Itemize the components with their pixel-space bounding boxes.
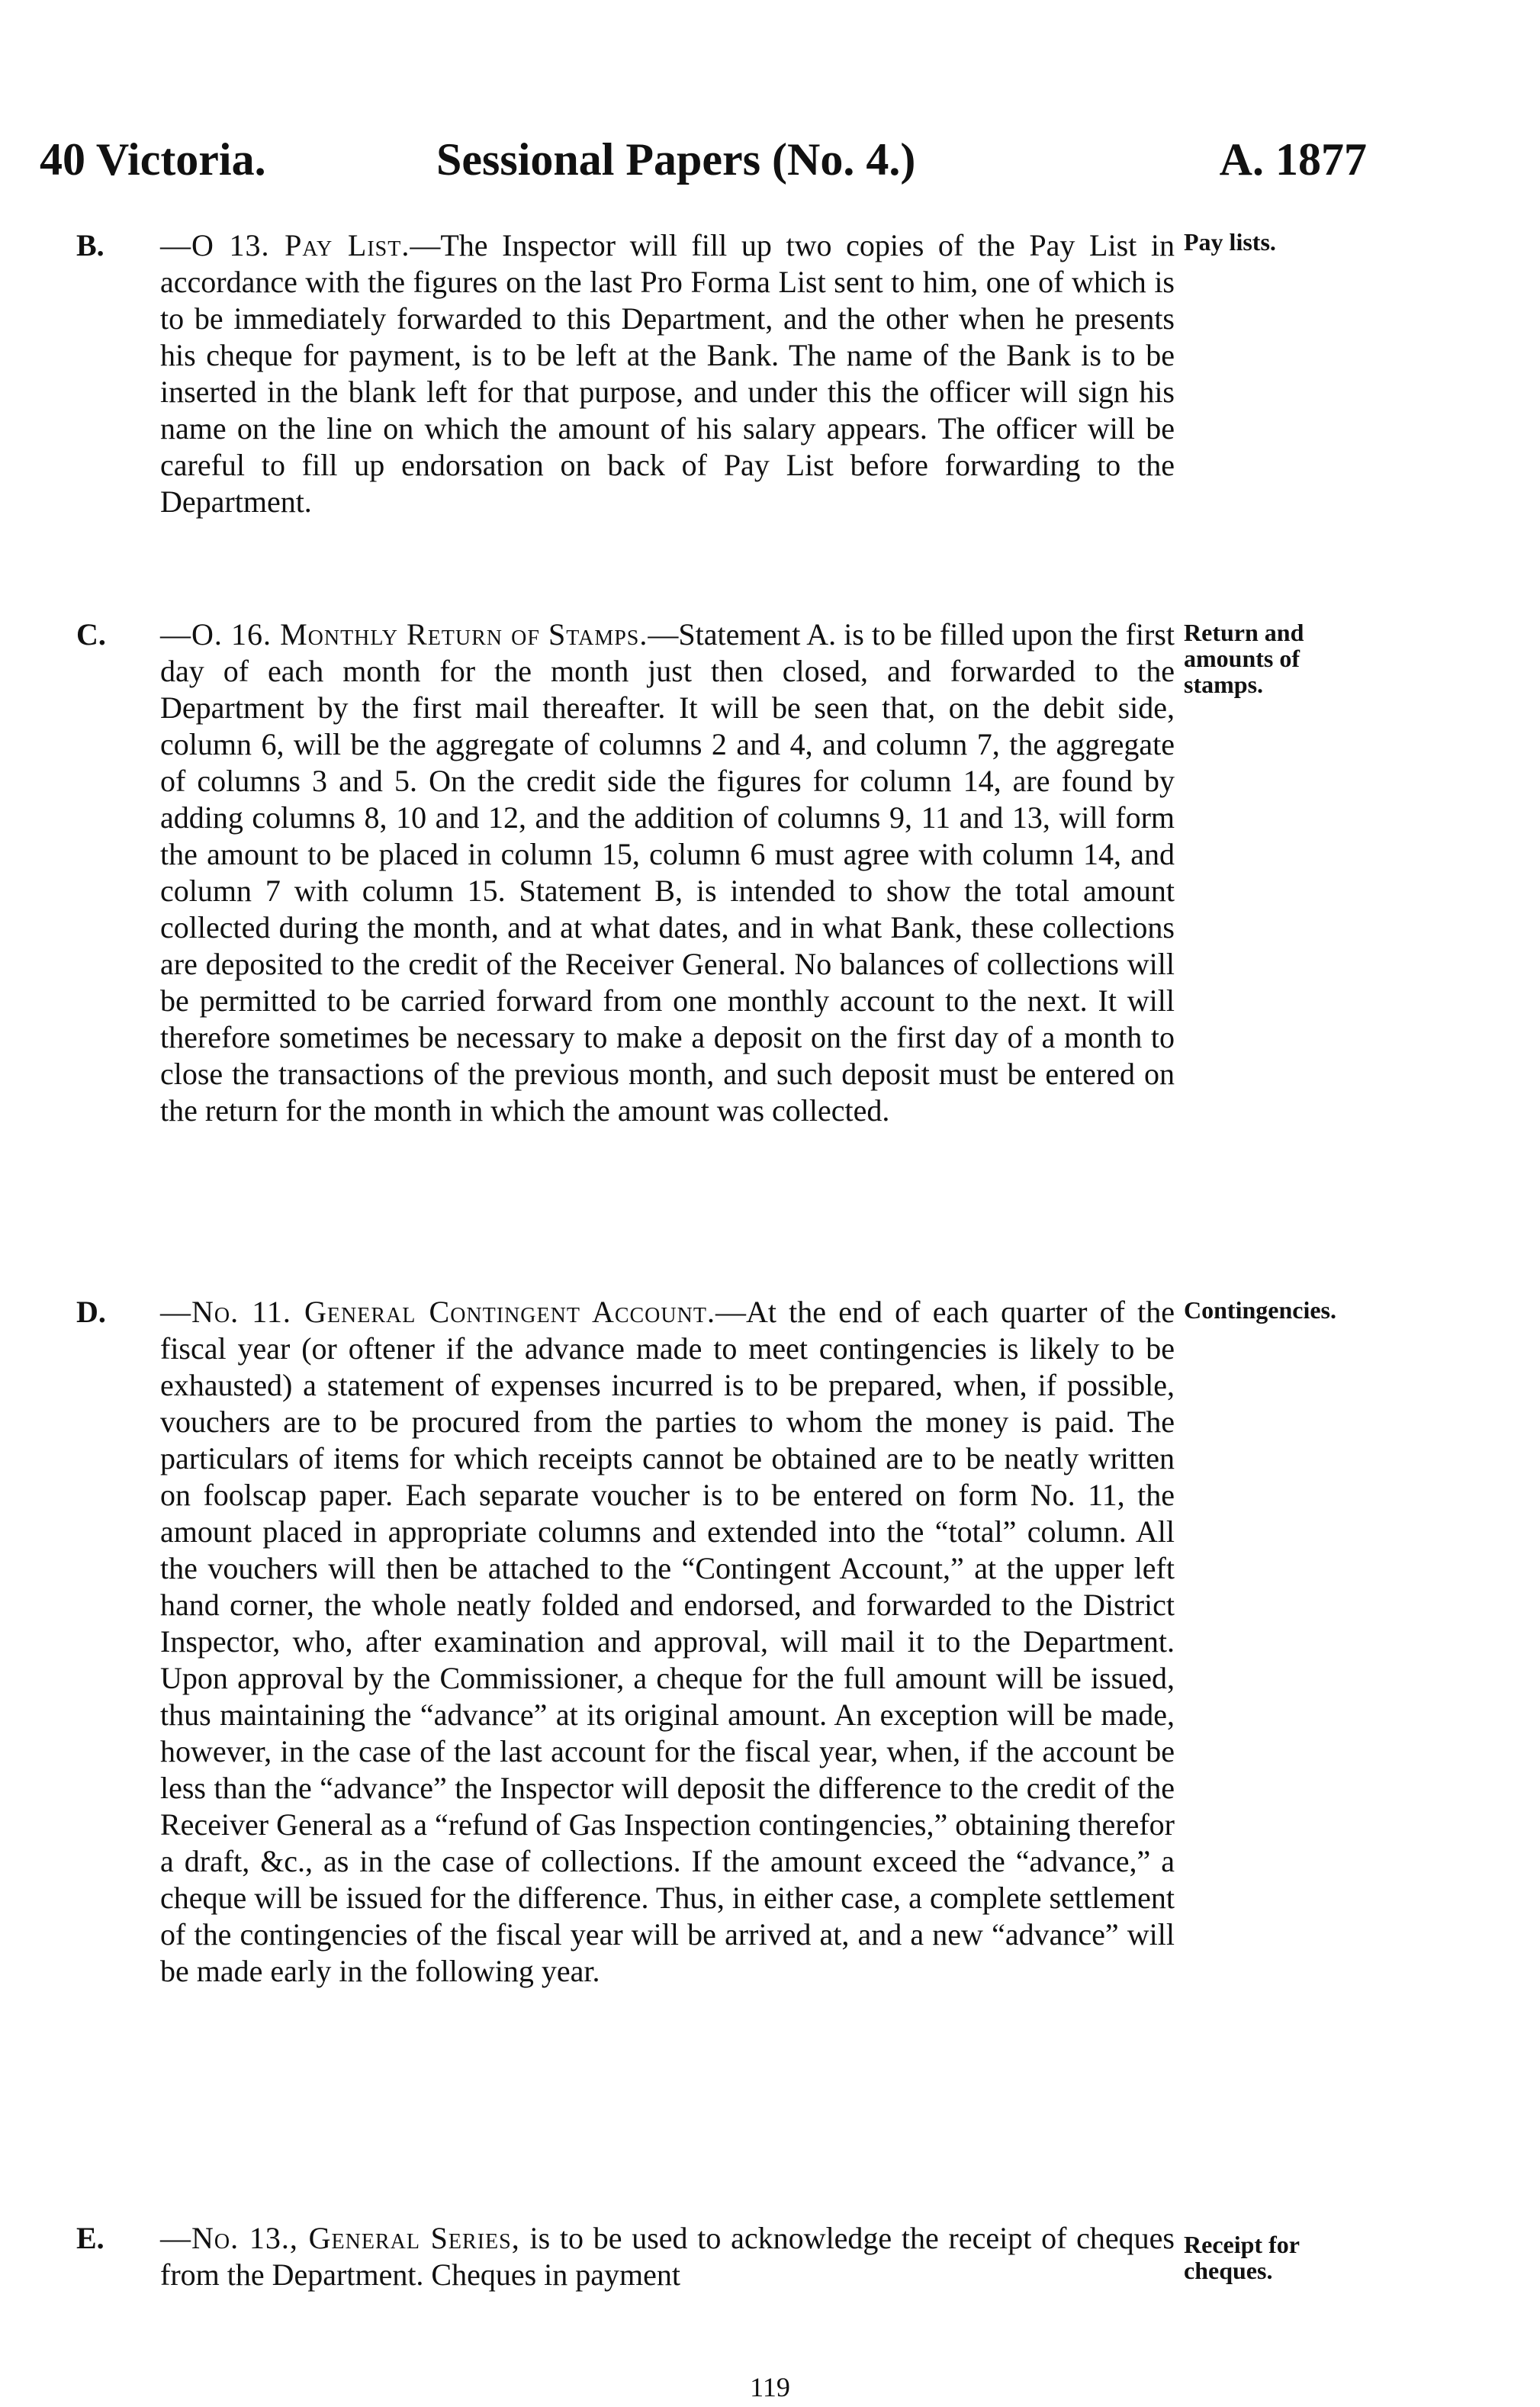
section-c-margin-note: Return and amounts of stamps.	[1184, 619, 1304, 698]
section-d-heading: —No. 11. General Contingent Account.	[160, 1295, 715, 1329]
section-e-text: is to be used to acknowledge the receipt of cheques from the Department. Cheques in payment	[160, 2221, 1175, 2292]
header-volume: A. 1877	[1219, 134, 1367, 185]
section-b-paragraph	[160, 227, 1175, 520]
section-d-paragraph	[160, 1294, 1175, 1990]
section-letter-d: D.	[76, 1295, 106, 1329]
section-d-text: —At the end of each quarter of the fiscal year (or oftener if the advance made to meet contingencies is likely to be exhausted) a statement of expenses incurred is to be prepared, when, if possible, vouchers are to be procured from the parties to whom the money is paid. The particulars of items for which receipts cannot be obtained are to be neatly written on foolscap paper. Each separate voucher is to be entered on form No. 11, the amount placed in appropriate columns and extended into the “total” column. All the vouchers will then be attached to the “Contingent Account,” at the upper left hand corner, the whole neatly folded and endorsed, and forwarded to the District Inspector, who, after examination and approval, will mail it to the Department. Upon approval by the Commissioner, a cheque for the full amount will be issued, thus maintaining the “advance” at its original amount. An exception will be made, however, in the case of the last account for the fiscal year, when, if the account be less than the “advance” the Inspector will deposit the difference to the credit of the Receiver General as a “refund of Gas Inspection contingencies,” obtaining therefor a draft, &c., as in the case of collections. If the amount exceed the “advance,” a cheque will be issued for the difference. Thus, in either case, a complete settlement of the contingencies of the fiscal year will be arrived at, and a new “advance” will be made early in the following year.	[160, 1295, 1175, 1988]
section-c-text: —Statement A. is to be filled upon the first day of each month for the month just then closed, and forwarded to the Department by the first mail thereafter. It will be seen that, on the debit side, column 6, will be the aggregate of columns 2 and 4, and column 7, the aggregate of columns 3 and 5. On the credit side the figures for column 14, are found by adding columns 8, 10 and 12, and the addition of columns 9, 11 and 13, will form the amount to be placed in column 15, column 6 must agree with column 14, and column 7 with column 15. Statement B, is intended to show the total amount collected during the month, and at what dates, and in what Bank, these collections are deposited to the credit of the Receiver General. No balances of collections will be permitted to be carried forward from one monthly account to the next. It will therefore sometimes be necessary to make a deposit on the first day of a month to close the transactions of the previous month, and such deposit must be entered on the return for the month in which the amount was collected.	[160, 617, 1175, 1128]
page-number: 119	[750, 2372, 790, 2402]
section-e-margin-note: Receipt for cheques.	[1184, 2231, 1300, 2284]
section-b-text: —The Inspector will fill up two copies of the Pay List in accordance with the figures on the last Pro Forma List sent to him, one of which is to be immediately forwarded to this Department, and the other when he presents his cheque for payment, is to be left at the Bank. The name of the Bank is to be inserted in the blank left for that purpose, and under this the officer will sign his name on the line on which the amount of his salary appears. The officer will be careful to fill up endorsation on back of Pay List before forwarding to the Department.	[160, 228, 1175, 519]
header-session: 40 Victoria.	[40, 134, 266, 185]
section-b-heading: —O 13. Pay List.	[160, 228, 410, 262]
running-header	[40, 134, 1367, 195]
header-title: Sessional Papers (No. 4.)	[436, 134, 916, 185]
section-letter-c: C.	[76, 617, 106, 652]
section-d-margin-note: Contingencies.	[1184, 1296, 1336, 1324]
section-c-heading: —O. 16. Monthly Return of Stamps.	[160, 617, 648, 652]
section-e-paragraph	[160, 2220, 1175, 2293]
section-letter-b: B.	[76, 228, 104, 262]
section-c-paragraph	[160, 616, 1175, 1129]
section-e-heading: —No. 13., General Series,	[160, 2221, 520, 2255]
section-letter-e: E.	[76, 2221, 104, 2255]
section-b-margin-note: Pay lists.	[1184, 228, 1276, 256]
